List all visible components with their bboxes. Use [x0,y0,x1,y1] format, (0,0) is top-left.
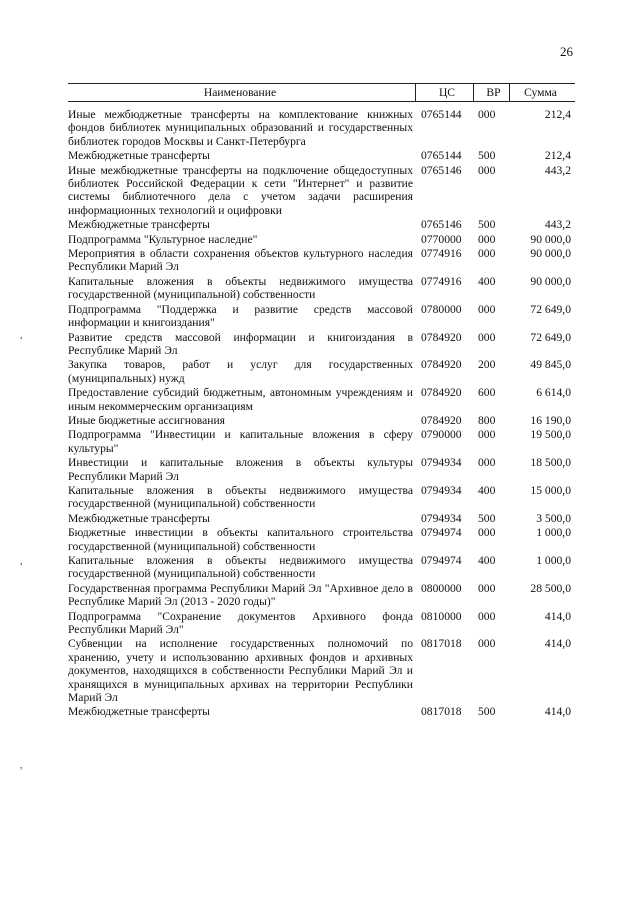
row-cs: 0817018 [421,705,462,719]
row-sum: 443,2 [544,218,571,232]
row-cs: 0774916 [421,247,462,261]
row-sum: 72 649,0 [530,330,571,344]
row-cs: 0794934 [421,456,462,470]
row-sum: 1 000,0 [536,526,571,540]
row-sum: 414,0 [544,705,571,719]
row-name: Межбюджетные трансферты [68,218,210,232]
row-vr: 000 [478,302,496,316]
row-vr: 500 [478,705,496,719]
row-name: Бюджетные инвестиции в объекты капитального строительства государственной (муниципальной) собственности [68,526,413,553]
table-row [68,414,575,427]
row-name: Подпрограмма "Сохранение документов Архивного фонда Республики Марий Эл" [68,609,413,637]
table-row [68,164,575,218]
row-sum: 90 000,0 [530,232,571,246]
row-cs: 0765144 [421,108,462,121]
row-vr: 400 [478,483,496,497]
table-row [68,218,575,231]
margin-mark: , [20,330,23,341]
row-vr: 000 [478,163,496,177]
header-cs: ЦС [416,84,474,101]
row-name: Субвенции на исполнение государственных полномочий по хранению, учету и использованию архивных фондов и архивных документов, находящихся в собственности Республики Марий Эл и хранящихся в муниципальных архивах на территории Республики Марий Эл [68,637,413,705]
row-vr: 000 [478,581,496,595]
budget-table [68,83,575,720]
table-row [68,428,575,455]
row-name: Иные бюджетные ассигнования [68,413,225,427]
table-row [68,275,575,302]
table-row [68,512,575,525]
row-name: Подпрограмма "Инвестиции и капитальные вложения в сферу культуры" [68,428,413,455]
row-sum: 414,0 [544,609,571,623]
row-vr: 000 [478,330,496,344]
row-cs: 0765146 [421,163,462,177]
row-cs: 0810000 [421,609,462,623]
row-name: Инвестиции и капитальные вложения в объекты культуры Республики Марий Эл [68,456,413,483]
row-name: Развитие средств массовой информации и книгоиздания в Республике Марий Эл [68,330,413,357]
row-cs: 0780000 [421,302,462,316]
row-name: Межбюджетные трансферты [68,149,210,163]
row-vr: 000 [478,456,496,470]
page-number: 26 [560,44,573,59]
margin-mark: , [20,556,23,567]
row-vr: 000 [478,108,496,121]
row-cs: 0800000 [421,581,462,595]
row-cs: 0765144 [421,149,462,163]
row-sum: 28 500,0 [530,581,571,595]
row-name: Капитальные вложения в объекты недвижимого имущества государственной (муниципальной) собственности [68,274,413,302]
row-vr: 000 [478,232,496,246]
margin-mark: , [20,760,23,771]
table-row [68,554,575,581]
row-name: Мероприятия в области сохранения объектов культурного наследия Республики Марий Эл [68,247,413,274]
row-sum: 443,2 [544,163,571,177]
row-cs: 0790000 [421,428,462,442]
row-name: Капитальные вложения в объекты недвижимого имущества государственной (муниципальной) собственности [68,483,413,511]
row-cs: 0770000 [421,232,462,246]
row-vr: 000 [478,247,496,261]
table-row [68,386,575,413]
row-vr: 000 [478,609,496,623]
row-vr: 000 [478,428,496,442]
row-vr: 500 [478,218,496,232]
table-row [68,149,575,162]
row-name: Подпрограмма "Культурное наследие" [68,232,258,246]
table-header [68,83,575,102]
row-vr: 400 [478,554,496,567]
row-cs: 0817018 [421,637,462,651]
table-row [68,637,575,704]
header-vr: ВР [474,84,510,101]
row-name: Капитальные вложения в объекты недвижимого имущества государственной (муниципальной) собственности [68,554,413,581]
table-row [68,233,575,246]
row-name: Межбюджетные трансферты [68,705,210,719]
row-cs: 0794974 [421,526,462,540]
row-vr: 500 [478,511,496,525]
row-cs: 0765146 [421,218,462,232]
row-sum: 49 845,0 [530,358,571,372]
row-cs: 0784920 [421,386,462,400]
row-name: Подпрограмма "Поддержка и развитие средств массовой информации и книгоиздания" [68,302,413,330]
table-row [68,705,575,718]
row-cs: 0794934 [421,483,462,497]
row-sum: 19 500,0 [530,428,571,442]
row-sum: 16 190,0 [530,413,571,427]
table-row [68,108,575,148]
row-cs: 0794974 [421,554,462,567]
row-vr: 600 [478,386,496,400]
header-sum: Сумма [524,86,557,99]
table-row [68,484,575,511]
table-row [68,331,575,358]
table-row [68,456,575,483]
row-vr: 000 [478,637,496,651]
row-sum: 90 000,0 [530,247,571,261]
row-vr: 500 [478,149,496,163]
row-cs: 0774916 [421,274,462,288]
row-name: Закупка товаров, работ и услуг для государственных (муниципальных) нужд [68,358,413,385]
row-sum: 18 500,0 [530,456,571,470]
row-vr: 200 [478,358,496,372]
table-row [68,358,575,385]
row-cs: 0784920 [421,413,462,427]
row-sum: 6 614,0 [536,386,571,400]
row-name: Предоставление субсидий бюджетным, автономным учреждениям и иным некоммерческим организациям [68,386,413,413]
table-body [68,108,575,719]
header-name: Наименование [68,84,416,101]
row-sum: 72 649,0 [530,302,571,316]
row-sum: 212,4 [544,108,571,121]
row-cs: 0784920 [421,330,462,344]
row-sum: 90 000,0 [530,274,571,288]
row-sum: 212,4 [544,149,571,163]
row-name: Иные межбюджетные трансферты на комплектование книжных фондов библиотек муниципальных образований и государственных библиотек городов Москвы и Санкт-Петербурга [68,108,413,148]
row-sum: 414,0 [544,637,571,651]
table-row [68,582,575,609]
row-name: Государственная программа Республики Марий Эл "Архивное дело в Республике Марий Эл (2013 - 2020 годы)" [68,581,413,609]
row-cs: 0794934 [421,511,462,525]
table-row [68,610,575,637]
row-name: Межбюджетные трансферты [68,511,210,525]
row-sum: 1 000,0 [536,554,571,567]
row-cs: 0784920 [421,358,462,372]
row-name: Иные межбюджетные трансферты на подключение общедоступных библиотек Российской Федерации к сети "Интернет" и развитие системы библиотечного дела с учетом задачи расширения информационных технологий и оцифровки [68,163,413,217]
row-vr: 800 [478,413,496,427]
row-vr: 400 [478,274,496,288]
row-vr: 000 [478,526,496,540]
row-sum: 15 000,0 [530,483,571,497]
table-row [68,303,575,330]
table-row [68,526,575,553]
table-row [68,247,575,274]
row-sum: 3 500,0 [536,511,571,525]
